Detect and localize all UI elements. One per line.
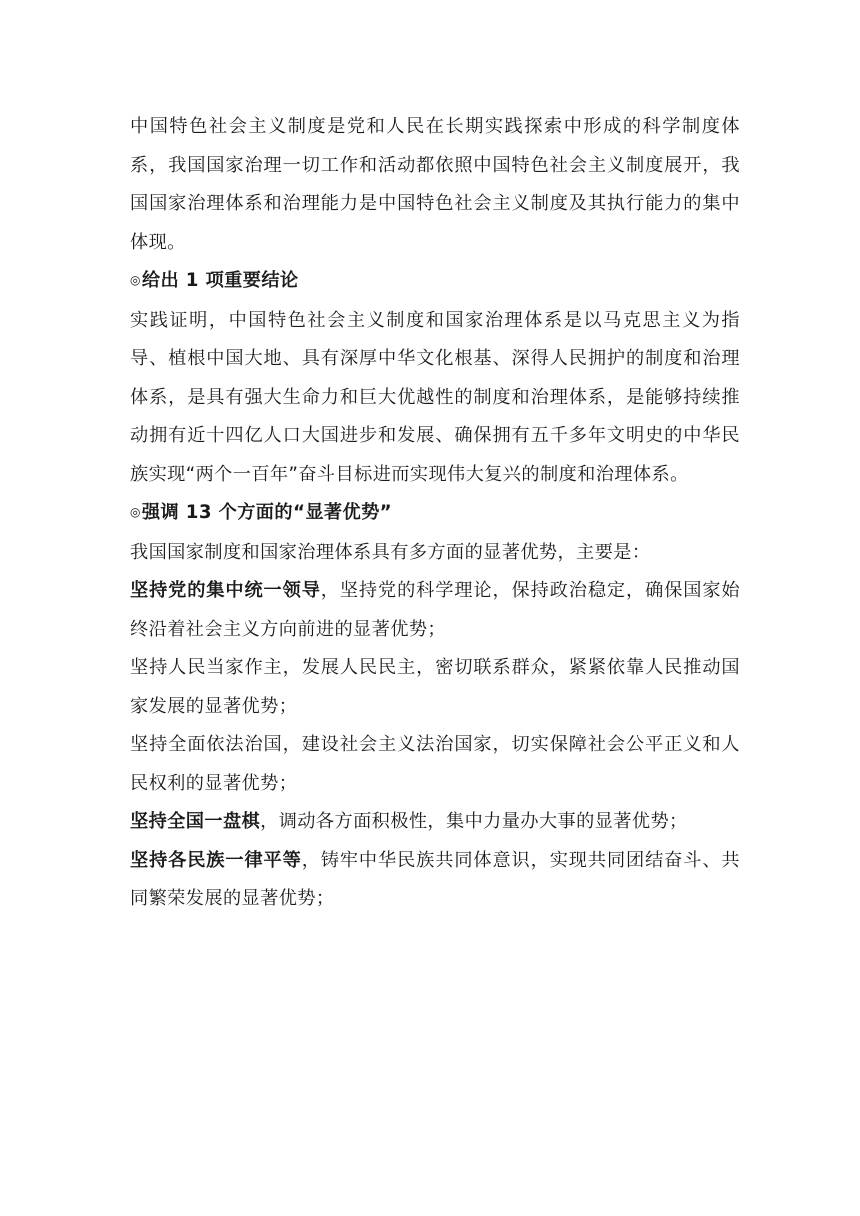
bullet-icon: ◎ <box>130 273 141 287</box>
advantage-item-4-bold: 坚持全国一盘棋 <box>130 811 261 832</box>
advantage-item-1 <box>130 572 740 649</box>
advantage-item-3: 坚持全面依法治国，建设社会主义法治国家，切实保障社会公平正义和人民权利的显著优势； <box>130 734 740 794</box>
advantage-item-1-text: ，坚持党的科学理论，保持政治稳定，确保国家始终沿着社会主义方向前进的显著优势； <box>130 580 740 640</box>
heading-advantages <box>130 494 740 534</box>
paragraph-advantages-intro: 我国国家制度和国家治理体系具有多方面的显著优势，主要是： <box>130 541 651 563</box>
advantage-item-4 <box>130 803 740 842</box>
advantage-item-1-bold: 坚持党的集中统一领导 <box>130 580 321 601</box>
heading-conclusion <box>130 262 740 302</box>
advantage-item-2: 坚持人民当家作主，发展人民民主，密切联系群众，紧紧依靠人民推动国家发展的显著优势； <box>130 657 740 717</box>
paragraph-intro: 中国特色社会主义制度是党和人民在长期实践探索中形成的科学制度体系，我国国家治理一切工作和活动都依照中国特色社会主义制度展开，我国国家治理体系和治理能力是中国特色社会主义制度及其执行能力的集中体现。 <box>130 116 740 253</box>
bullet-icon: ◎ <box>130 505 141 519</box>
advantage-item-5-text: ，铸牢中华民族共同体意识，实现共同团结奋斗、共同繁荣发展的显著优势； <box>130 849 740 909</box>
document-page <box>130 108 740 919</box>
advantage-item-5 <box>130 842 740 919</box>
heading-conclusion-text: 给出 1 项重要结论 <box>141 270 299 291</box>
heading-advantages-text: 强调 13 个方面的“显著优势” <box>141 502 393 523</box>
advantage-item-5-bold: 坚持各民族一律平等 <box>130 849 302 871</box>
advantage-item-4-text: ，调动各方面积极性，集中力量办大事的显著优势； <box>260 811 688 832</box>
paragraph-conclusion: 实践证明，中国特色社会主义制度和国家治理体系是以马克思主义为指导、植根中国大地、具有深厚中华文化根基、深得人民拥护的制度和治理体系，是具有强大生命力和巨大优越性的制度和治理体系，是能够持续推动拥有近十四亿人口大国进步和发展、确保拥有五千多年文明史的中华民族实现“两个一百年”奋斗目标进而实现伟大复兴的制度和治理体系。 <box>130 309 740 485</box>
